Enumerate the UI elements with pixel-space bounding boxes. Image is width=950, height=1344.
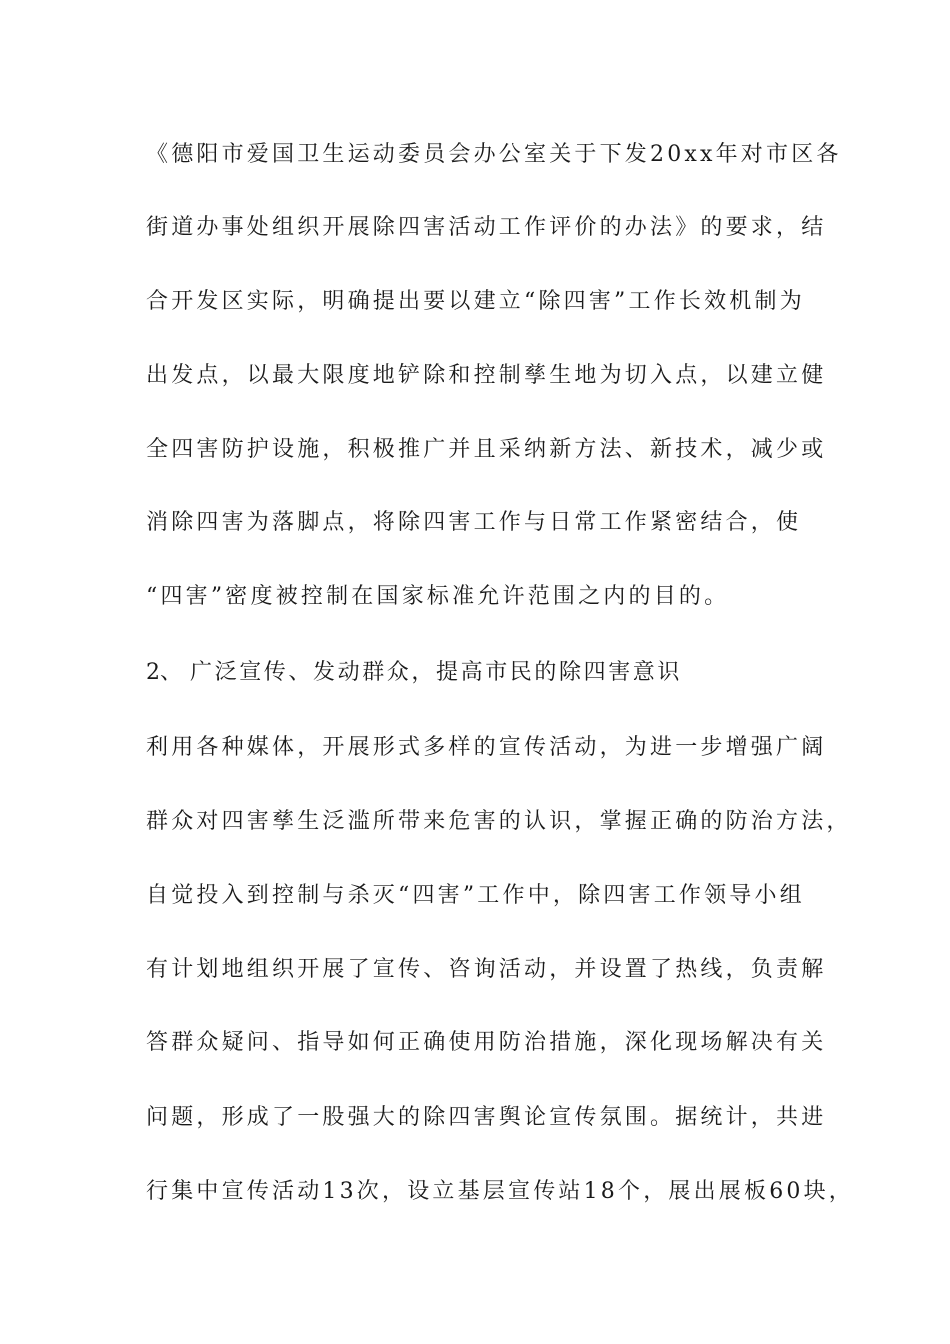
paragraph-line: 出发点，以最大限度地铲除和控制孳生地为切入点，以建立健 [146,363,827,388]
paragraph-line: 答群众疑问、指导如何正确使用防治措施，深化现场解决有关 [146,1030,827,1055]
paragraph-line: 合开发区实际，明确提出要以建立“除四害”工作长效机制为 [146,289,805,314]
paragraph-line: 消除四害为落脚点，将除四害工作与日常工作紧密结合，使 [146,510,802,535]
paragraph-line: 利用各种媒体，开展形式多样的宣传活动，为进一步增强广阔 [146,735,827,760]
section-heading [146,655,826,691]
paragraph-line: 街道办事处组织开展除四害活动工作评价的办法》的要求，结 [146,215,827,240]
paragraph-line: 《德阳市爱国卫生运动委员会办公室关于下发20xx年对市区各 [146,142,842,167]
paragraph-line: 自觉投入到控制与杀灭“四害”工作中，除四害工作领导小组 [146,883,805,908]
paragraph-line: 行集中宣传活动13次，设立基层宣传站18个，展出展板60块， [146,1179,854,1204]
paragraph-line: 全四害防护设施，积极推广并且采纳新方法、新技术，减少或 [146,437,827,462]
paragraph-line: 问题，形成了一股强大的除四害舆论宣传氛围。据统计，共进 [146,1105,827,1130]
paragraph-line: “四害”密度被控制在国家标准允许范围之内的目的。 [146,584,730,609]
paragraph-line: 有计划地组织开展了宣传、咨询活动，并设置了热线，负责解 [146,957,827,982]
paragraph-line: 群众对四害孳生泛滥所带来危害的认识，掌握正确的防治方法， [146,809,852,834]
section-title: 广泛宣传、发动群众，提高市民的除四害意识 [190,660,683,685]
section-number: 2、 [146,660,182,685]
